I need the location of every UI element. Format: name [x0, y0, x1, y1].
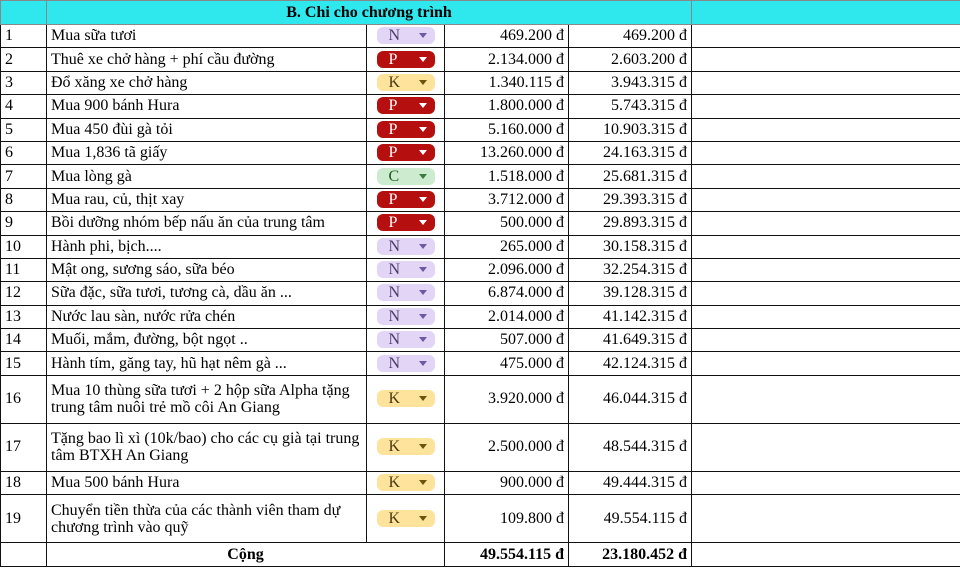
row-description[interactable]: Thuê xe chở hàng + phí cầu đường	[47, 48, 367, 71]
row-cumulative[interactable]: 24.163.315 đ	[569, 141, 692, 164]
category-label: P	[388, 120, 398, 138]
row-cumulative[interactable]: 10.903.315 đ	[569, 118, 692, 141]
empty-cell[interactable]	[692, 95, 960, 118]
category-label: N	[388, 307, 401, 325]
category-label: N	[388, 237, 401, 255]
category-label: K	[388, 73, 401, 91]
row-amount[interactable]: 469.200 đ	[445, 25, 569, 48]
row-description[interactable]: Mua 450 đùi gà tỏi	[47, 118, 367, 141]
empty-cell[interactable]	[692, 329, 960, 352]
category-label: K	[388, 509, 401, 527]
row-cumulative[interactable]: 5.743.315 đ	[569, 95, 692, 118]
category-label: N	[388, 284, 401, 302]
category-cell[interactable]	[367, 141, 445, 164]
row-number: 16	[1, 375, 47, 423]
row-description[interactable]: Mua rau, củ, thịt xay	[47, 188, 367, 211]
table-row	[1, 165, 960, 188]
row-amount[interactable]: 2.500.000 đ	[445, 423, 569, 471]
row-description[interactable]: Hành phi, bịch....	[47, 235, 367, 258]
category-dropdown[interactable]	[377, 51, 435, 68]
category-cell[interactable]	[367, 423, 445, 471]
row-number: 13	[1, 305, 47, 328]
dropdown-arrow-icon[interactable]	[419, 480, 427, 485]
category-dropdown[interactable]	[377, 144, 435, 161]
category-cell[interactable]	[367, 118, 445, 141]
row-description[interactable]: Mua 900 bánh Hura	[47, 95, 367, 118]
row-amount[interactable]: 1.340.115 đ	[445, 71, 569, 94]
row-description[interactable]: Hành tím, găng tay, hũ hạt nêm gà ...	[47, 352, 367, 375]
row-cumulative[interactable]: 3.943.315 đ	[569, 71, 692, 94]
row-cumulative[interactable]: 29.393.315 đ	[569, 188, 692, 211]
category-dropdown[interactable]	[377, 261, 435, 278]
row-description[interactable]: Nước lau sàn, nước rửa chén	[47, 305, 367, 328]
dropdown-arrow-icon[interactable]	[419, 444, 427, 449]
category-dropdown[interactable]	[377, 214, 435, 231]
dropdown-arrow-icon[interactable]	[419, 290, 427, 295]
total-blank-cell	[1, 543, 47, 567]
dropdown-arrow-icon[interactable]	[419, 516, 427, 521]
table-row	[1, 188, 960, 211]
category-cell[interactable]	[367, 95, 445, 118]
dropdown-arrow-icon[interactable]	[419, 103, 427, 108]
table-row	[1, 235, 960, 258]
row-cumulative[interactable]: 49.554.115 đ	[569, 495, 692, 543]
category-dropdown[interactable]	[377, 191, 435, 208]
category-cell[interactable]	[367, 235, 445, 258]
category-dropdown[interactable]	[377, 438, 435, 455]
row-description[interactable]: Mua lòng gà	[47, 165, 367, 188]
row-amount[interactable]: 5.160.000 đ	[445, 118, 569, 141]
row-description[interactable]: Mua 500 bánh Hura	[47, 471, 367, 494]
category-label: P	[388, 144, 398, 162]
row-description[interactable]: Mua 10 thùng sữa tươi + 2 hộp sữa Alpha tặng trung tâm nuôi trẻ mồ côi An Giang	[47, 375, 367, 423]
category-dropdown[interactable]	[377, 390, 435, 407]
section-header-row	[1, 1, 960, 25]
dropdown-arrow-icon[interactable]	[419, 57, 427, 62]
category-label: N	[388, 331, 401, 349]
dropdown-arrow-icon[interactable]	[419, 267, 427, 272]
category-dropdown[interactable]	[377, 355, 435, 372]
category-label: N	[388, 261, 401, 279]
row-number: 19	[1, 495, 47, 543]
table-row	[1, 423, 960, 471]
category-cell[interactable]	[367, 282, 445, 305]
category-cell[interactable]	[367, 305, 445, 328]
category-label: K	[388, 474, 401, 492]
row-cumulative[interactable]: 39.128.315 đ	[569, 282, 692, 305]
empty-cell[interactable]	[692, 305, 960, 328]
row-description[interactable]: Muối, mắm, đường, bột ngọt ..	[47, 329, 367, 352]
row-number: 5	[1, 118, 47, 141]
category-label: P	[388, 214, 398, 232]
table-row	[1, 118, 960, 141]
table-row	[1, 48, 960, 71]
category-label: P	[388, 97, 398, 115]
category-dropdown[interactable]	[377, 331, 435, 348]
row-number: 18	[1, 471, 47, 494]
total-second-amount[interactable]: 23.180.452 đ	[569, 543, 692, 567]
section-title: B. Chi cho chương trình	[47, 1, 692, 25]
row-number: 10	[1, 235, 47, 258]
dropdown-arrow-icon[interactable]	[419, 127, 427, 132]
dropdown-arrow-icon[interactable]	[419, 220, 427, 225]
row-number: 1	[1, 25, 47, 48]
category-label: P	[388, 190, 398, 208]
row-description[interactable]: Chuyển tiền thừa của các thành viên tham dự chương trình vào quỹ	[47, 495, 367, 543]
empty-cell[interactable]	[692, 188, 960, 211]
category-dropdown[interactable]	[377, 238, 435, 255]
row-description[interactable]: Tặng bao lì xì (10k/bao) cho các cụ già tại trung tâm BTXH An Giang	[47, 423, 367, 471]
row-amount[interactable]: 2.096.000 đ	[445, 258, 569, 281]
row-description[interactable]: Mua 1,836 tã giấy	[47, 141, 367, 164]
row-number: 6	[1, 141, 47, 164]
row-description[interactable]: Mật ong, sương sáo, sữa béo	[47, 258, 367, 281]
table-row	[1, 95, 960, 118]
empty-cell[interactable]	[692, 495, 960, 543]
table-row	[1, 329, 960, 352]
empty-cell[interactable]	[692, 375, 960, 423]
category-dropdown[interactable]	[377, 168, 435, 185]
empty-cell[interactable]	[692, 423, 960, 471]
empty-cell[interactable]	[692, 71, 960, 94]
empty-cell[interactable]	[692, 141, 960, 164]
table-row	[1, 471, 960, 494]
row-amount[interactable]: 3.920.000 đ	[445, 375, 569, 423]
table-row	[1, 495, 960, 543]
row-amount[interactable]: 3.712.000 đ	[445, 188, 569, 211]
row-number: 9	[1, 212, 47, 235]
row-amount[interactable]: 500.000 đ	[445, 212, 569, 235]
category-label: C	[388, 167, 400, 185]
row-number: 3	[1, 71, 47, 94]
dropdown-arrow-icon[interactable]	[419, 174, 427, 179]
row-amount[interactable]: 507.000 đ	[445, 329, 569, 352]
row-cumulative[interactable]: 30.158.315 đ	[569, 235, 692, 258]
total-amount[interactable]: 49.554.115 đ	[445, 543, 569, 567]
category-cell[interactable]	[367, 352, 445, 375]
table-row	[1, 282, 960, 305]
row-amount[interactable]: 1.518.000 đ	[445, 165, 569, 188]
row-amount[interactable]: 109.800 đ	[445, 495, 569, 543]
category-cell[interactable]	[367, 25, 445, 48]
row-cumulative[interactable]: 48.544.315 đ	[569, 423, 692, 471]
category-cell[interactable]	[367, 188, 445, 211]
dropdown-arrow-icon[interactable]	[419, 396, 427, 401]
table-row	[1, 141, 960, 164]
empty-cell[interactable]	[692, 543, 960, 567]
dropdown-arrow-icon[interactable]	[419, 361, 427, 366]
category-cell[interactable]	[367, 212, 445, 235]
dropdown-arrow-icon[interactable]	[419, 314, 427, 319]
row-number: 12	[1, 282, 47, 305]
category-cell[interactable]	[367, 375, 445, 423]
category-dropdown[interactable]	[377, 284, 435, 301]
category-dropdown[interactable]	[377, 74, 435, 91]
category-label: N	[388, 354, 401, 372]
empty-cell[interactable]	[692, 282, 960, 305]
table-row	[1, 212, 960, 235]
category-dropdown[interactable]	[377, 97, 435, 114]
row-description[interactable]: Bồi dưỡng nhóm bếp nấu ăn của trung tâm	[47, 212, 367, 235]
empty-cell[interactable]	[692, 352, 960, 375]
category-cell[interactable]	[367, 495, 445, 543]
row-cumulative[interactable]: 469.200 đ	[569, 25, 692, 48]
row-cumulative[interactable]: 42.124.315 đ	[569, 352, 692, 375]
category-dropdown[interactable]	[377, 308, 435, 325]
table-row	[1, 71, 960, 94]
row-description[interactable]: Đổ xăng xe chở hàng	[47, 71, 367, 94]
category-cell[interactable]	[367, 165, 445, 188]
row-description[interactable]: Mua sữa tươi	[47, 25, 367, 48]
row-amount[interactable]: 900.000 đ	[445, 471, 569, 494]
table-row	[1, 258, 960, 281]
row-number: 4	[1, 95, 47, 118]
category-cell[interactable]	[367, 258, 445, 281]
category-cell[interactable]	[367, 471, 445, 494]
row-number: 15	[1, 352, 47, 375]
category-dropdown[interactable]	[377, 121, 435, 138]
category-cell[interactable]	[367, 329, 445, 352]
empty-cell[interactable]	[692, 165, 960, 188]
row-cumulative[interactable]: 32.254.315 đ	[569, 258, 692, 281]
empty-cell[interactable]	[692, 212, 960, 235]
row-amount[interactable]: 1.800.000 đ	[445, 95, 569, 118]
row-cumulative[interactable]: 41.649.315 đ	[569, 329, 692, 352]
row-description[interactable]: Sữa đặc, sữa tươi, tương cà, dầu ăn ...	[47, 282, 367, 305]
row-amount[interactable]: 2.014.000 đ	[445, 305, 569, 328]
row-number: 8	[1, 188, 47, 211]
category-cell[interactable]	[367, 48, 445, 71]
row-cumulative[interactable]: 29.893.315 đ	[569, 212, 692, 235]
row-cumulative[interactable]: 25.681.315 đ	[569, 165, 692, 188]
row-cumulative[interactable]: 2.603.200 đ	[569, 48, 692, 71]
category-dropdown[interactable]	[377, 27, 435, 44]
row-amount[interactable]: 475.000 đ	[445, 352, 569, 375]
category-label: P	[388, 50, 398, 68]
row-cumulative[interactable]: 49.444.315 đ	[569, 471, 692, 494]
row-amount[interactable]: 2.134.000 đ	[445, 48, 569, 71]
row-number: 14	[1, 329, 47, 352]
row-number: 7	[1, 165, 47, 188]
dropdown-arrow-icon[interactable]	[419, 80, 427, 85]
dropdown-arrow-icon[interactable]	[419, 33, 427, 38]
row-amount[interactable]: 265.000 đ	[445, 235, 569, 258]
empty-cell[interactable]	[692, 118, 960, 141]
empty-cell[interactable]	[692, 258, 960, 281]
row-amount[interactable]: 6.874.000 đ	[445, 282, 569, 305]
table-row	[1, 305, 960, 328]
row-cumulative[interactable]: 41.142.315 đ	[569, 305, 692, 328]
table-row	[1, 25, 960, 48]
row-cumulative[interactable]: 46.044.315 đ	[569, 375, 692, 423]
total-label: Cộng	[47, 543, 445, 567]
header-blank-cell	[692, 1, 960, 25]
empty-cell[interactable]	[692, 235, 960, 258]
total-row	[1, 543, 960, 567]
category-dropdown[interactable]	[377, 474, 435, 491]
category-label: K	[388, 390, 401, 408]
category-label: N	[388, 27, 401, 45]
empty-cell[interactable]	[692, 48, 960, 71]
empty-cell[interactable]	[692, 25, 960, 48]
header-blank-cell	[1, 1, 47, 25]
dropdown-arrow-icon[interactable]	[419, 244, 427, 249]
category-label: K	[388, 438, 401, 456]
row-amount[interactable]: 13.260.000 đ	[445, 141, 569, 164]
row-number: 11	[1, 258, 47, 281]
row-number: 17	[1, 423, 47, 471]
table-row	[1, 352, 960, 375]
category-dropdown[interactable]	[377, 510, 435, 527]
row-number: 2	[1, 48, 47, 71]
dropdown-arrow-icon[interactable]	[419, 150, 427, 155]
empty-cell[interactable]	[692, 471, 960, 494]
dropdown-arrow-icon[interactable]	[419, 337, 427, 342]
table-row	[1, 375, 960, 423]
category-cell[interactable]	[367, 71, 445, 94]
dropdown-arrow-icon[interactable]	[419, 197, 427, 202]
